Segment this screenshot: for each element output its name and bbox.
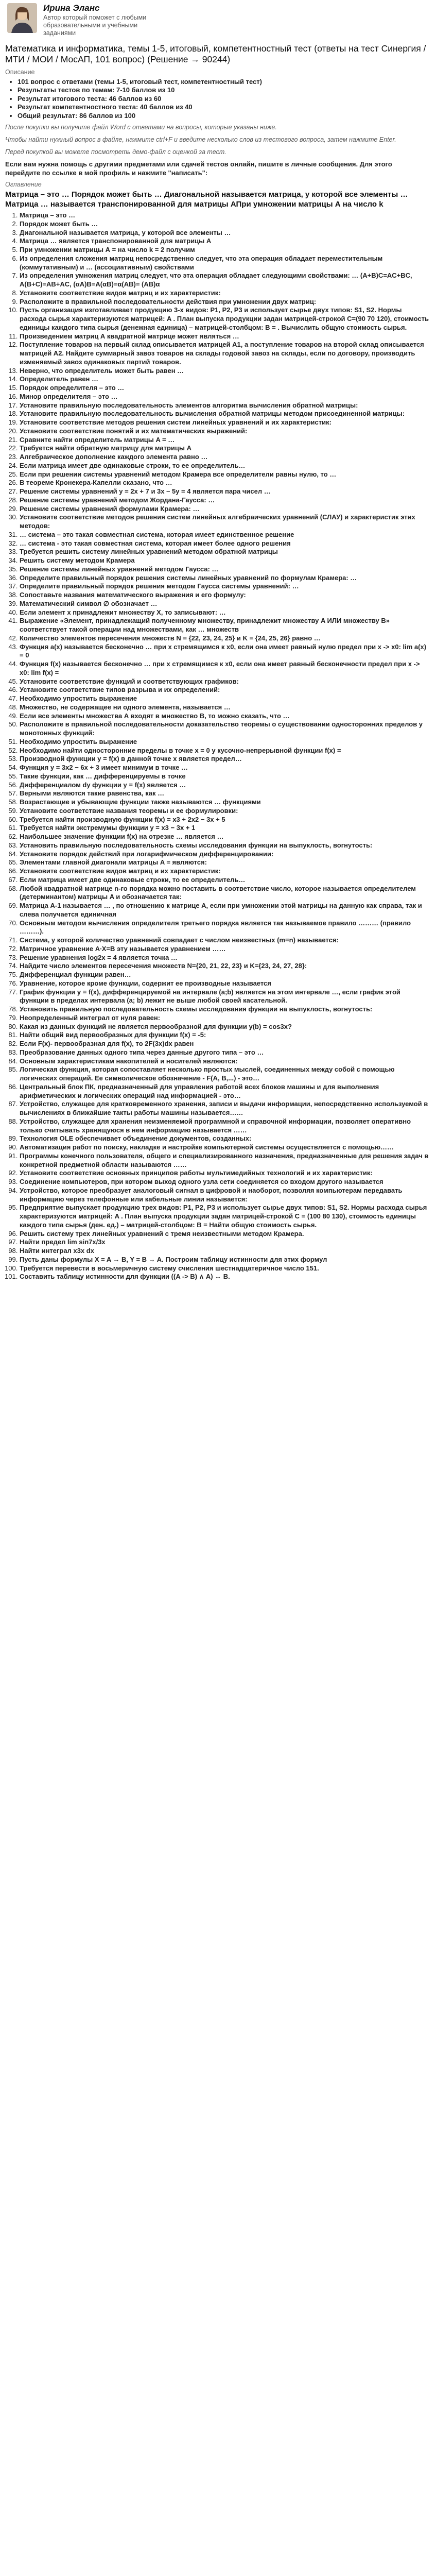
question-item: 19. Установите соответствие методов решения систем линейных уравнений и их характеристик:	[20, 418, 429, 427]
question-item: 62. Наибольшее значение функции f(x) на отрезке … является …	[20, 833, 429, 841]
question-item: 34. Решить систему методом Крамера	[20, 556, 429, 565]
question-item: 76. Уравнение, которое кроме функции, содержит ее производные называется	[20, 979, 429, 988]
question-item: 77. График функции y = f(x), дифференцируемой на интервале (a;b) является на этом интервале …, если график этой функции в пределах интервала (a; b) лежит не выше любой своей касательной.	[20, 988, 429, 1006]
question-item: 9. Расположите в правильной последовательности действия при умножении двух матриц:	[20, 298, 429, 307]
question-item: 94. Устройство, которое преобразует аналоговый сигнал в цифровой и наоборот, позволяя компьютерам передавать информацию через телефонные или кабельные линии называется:	[20, 1187, 429, 1204]
question-item: 4. Матрица … является транспонированной для матрицы А	[20, 237, 429, 246]
question-item: 40. Если элемент x принадлежит множеству X, то записывают: …	[20, 608, 429, 617]
question-item: 57. Верными являются такие равенства, как …	[20, 789, 429, 798]
question-item: 36. Определите правильный порядок решения системы линейных уравнений по формулам Крамера: …	[20, 574, 429, 583]
avatar-photo-icon	[7, 3, 37, 33]
summary-item: • 101 вопрос с ответами (темы 1-5, итоговый тест, компетентностный тест)	[18, 78, 429, 87]
question-item: 80. Какая из данных функций не является первообразной для функции y(b) = cos3x?	[20, 1023, 429, 1031]
question-item: 43. Функция a(x) называется бесконечно … при x стремящимся к x0, если она имеет равный нулю предел при x -> x0: lim a(x) = 0	[20, 643, 429, 660]
question-item: 26. В теореме Кронекера-Капелли сказано, что …	[20, 479, 429, 487]
question-item: 15. Порядок определителя – это …	[20, 384, 429, 393]
question-item: 31. … система – это такая совместная система, которая имеет единственное решение	[20, 531, 429, 539]
question-item: 12. Поступление товаров на первый склад описывается матрицей A1, а поступление товаров на второй склад описывается матрицей A2. Найдите суммарный завоз товаров на склады годовой завоз на склады, если по договору, производить изменяемый завоз одинаковых партий товаров.	[20, 341, 429, 366]
page-title: Математика и информатика, темы 1-5, итоговый, компетентностный тест (ответы на тест Синергия / МТИ / МОИ / МосАП, 101 вопрос) (Решение → 90244)	[5, 43, 426, 64]
question-item: 32. … система - это такая совместная система, которая имеет более одного решения	[20, 539, 429, 548]
question-item: 54. Функция y = 3x2 − 6x + 3 имеет минимум в точке …	[20, 764, 429, 772]
question-item: 24. Если матрица имеет две одинаковые строки, то ее определитель…	[20, 462, 429, 470]
summary-item: • Результаты тестов по темам: 7-10 баллов из 10	[18, 86, 429, 95]
toc-label: Оглавление	[5, 181, 42, 189]
question-item: 75. Дифференциал функции равен…	[20, 971, 429, 979]
question-item: 10. Пусть организация изготавливает продукцию 3-х видов: P1, P2, P3 и использует сырье двух типов: S1, S2. Нормы расхода сырья характеризуются матрицей: A . План выпуска продукции задан матрицей-строкой C=(90 70 120), стоимость единицы каждого типа сырья (денежная единица) – матрицей-столбцом: B = . Вычислить общую стоимость сырья.	[20, 306, 429, 332]
question-item: 59. Установите соответствие названия теоремы и ее формулировки:	[20, 807, 429, 816]
author-name[interactable]: Ирина Эланс	[43, 3, 100, 13]
question-item: 45. Установите соответствие функций и соответствующих графиков:	[20, 677, 429, 686]
question-item: 20. Установите соответствие понятий и их математических выражений:	[20, 427, 429, 436]
question-item: 38. Сопоставьте названия математического выражения и его формулу:	[20, 591, 429, 600]
question-item: 29. Решение системы уравнений формулами Крамера: …	[20, 505, 429, 514]
question-item: 7. Из определения умножения матриц следует, что эта операция обладает следующими свойствами: … (A+B)C=AC+BC, A(B+C)=AB+AC, (αA)B=A(αB)=α(AB)= (AB)α	[20, 272, 429, 289]
question-item: 93. Соединение компьютеров, при котором выход одного узла сети соединяется со входом другого называется	[20, 1178, 429, 1187]
question-item: 85. Логическая функция, которая сопоставляет несколько простых мыслей, соединенных между собой с помощью логических операций. Ее символическое обозначение - F(A, B,...) - это…	[20, 1065, 429, 1083]
question-item: 48. Множество, не содержащее ни одного элемента, называется …	[20, 703, 429, 712]
question-item: 95. Предприятие выпускает продукцию трех видов: P1, P2, P3 и использует сырье двух типов: S1, S2. Нормы расхода сырья характеризуются матрицей: A . План выпуска продукции задан матрицей-строкой C = (100 80 130), стоимость единицы каждого типа сырья (ден. ед.) – матрицей-столбцом: B = Найти общую стоимость сырья.	[20, 1204, 429, 1229]
question-item: 42. Количество элементов пересечения множеств N = {22, 23, 24, 25} и K = {24, 25, 26} равно …	[20, 634, 429, 643]
find-question-note: Чтобы найти нужный вопрос в файле, нажмите ctrl+F и введите несколько слов из тестового вопроса, затем нажмите Enter.	[5, 136, 396, 144]
demo-note: Перед покупкой вы можете посмотреть демо-файл с оценкой за тест.	[5, 148, 226, 156]
question-item: 51. Необходимо упростить выражение	[20, 738, 429, 747]
question-item: 63. Установить правильную последовательность схемы исследования функции на выпуклость, вогнутость:	[20, 841, 429, 850]
question-item: 50. Расположите в правильной последовательности доказательство теоремы о существовании односторонних пределов у монотонных функций:	[20, 720, 429, 738]
question-item: 66. Установите соответствие видов матриц и их характеристик:	[20, 867, 429, 876]
question-item: 91. Программы конечного пользователя, общего и специализированного назначения, предназначенные для решения задач в конкретной предметной области называются ……	[20, 1152, 429, 1170]
question-item: 92. Установите соответствие основных принципов работы мультимедийных технологий и их характеристик:	[20, 1169, 429, 1178]
question-item: 84. Основным характеристикам накопителей и носителей являются:	[20, 1057, 429, 1066]
question-item: 58. Возрастающие и убывающие функции также называются … функциями	[20, 798, 429, 807]
question-item: 35. Решение системы линейных уравнений методом Гаусса: …	[20, 565, 429, 574]
help-note: Если вам нужна помощь с другими предметами или сдачей тестов онлайн, пишите в личные сообщения. Для этого перейдите по ссылке в мой профиль и нажмите "написать":	[5, 160, 392, 177]
question-item: 39. Математический символ ∅ обозначает …	[20, 600, 429, 608]
question-item: 28. Решение системы уравнений методом Жордана-Гаусса: …	[20, 496, 429, 505]
question-item: 37. Определите правильный порядок решения методом Гаусса системы уравнений: …	[20, 582, 429, 591]
question-item: 83. Преобразование данных одного типа через данные другого типа – это …	[20, 1048, 429, 1057]
question-item: 86. Центральный блок ПК, предназначенный для управления работой всех блоков машины и для выполнения арифметических и логических операций над информацией - это…	[20, 1083, 429, 1100]
question-item: 2. Порядок может быть …	[20, 220, 429, 229]
question-item: 30. Установите соответствие методов решения систем линейных алгебраических уравнений (СЛАУ) и характеристик этих методов:	[20, 513, 429, 531]
question-item: 52. Необходимо найти односторонние пределы в точке x = 0 у кусочно-непрерывной функции f(x) =	[20, 747, 429, 755]
question-item: 65. Элементами главной диагонали матрицы A = являются:	[20, 858, 429, 867]
question-list	[4, 211, 429, 1281]
question-item: 73. Решение уравнения log2x = 4 является точка …	[20, 954, 429, 962]
question-item: 74. Найдите число элементов пересечения множеств N={20, 21, 22, 23} и K={23, 24, 27, 28}:	[20, 962, 429, 971]
summary-list	[4, 78, 429, 121]
question-item: 96. Решить систему трех линейных уравнений с тремя неизвестными методом Крамера.	[20, 1230, 429, 1239]
question-item: 97. Найти предел lim sin7x/3x	[20, 1238, 429, 1247]
question-item: 49. Если все элементы множества A входят в множество B, то можно сказать, что …	[20, 712, 429, 721]
question-item: 33. Требуется решить систему линейных уравнений методом обратной матрицы	[20, 548, 429, 556]
summary-item: • Результат итогового теста: 46 баллов из 60	[18, 95, 429, 104]
question-item: 8. Установите соответствие видов матриц и их характеристик:	[20, 289, 429, 298]
question-item: 68. Любой квадратной матрице n-го порядка можно поставить в соответствие число, которое называется определителем (детерминантом) матрицы A и обозначается так:	[20, 885, 429, 902]
question-item: 71. Система, у которой количество уравнений совпадает с числом неизвестных (m=n) называется:	[20, 936, 429, 945]
question-item: 70. Основным методом вычисления определителя третьего порядка является так называемое правило ……… (правило ………).	[20, 919, 429, 937]
question-item: 1. Матрица – это …	[20, 211, 429, 220]
question-item: 25. Если при решении системы уравнений методом Крамера все определители равны нулю, то …	[20, 470, 429, 479]
question-item: 23. Алгебраическое дополнение каждого элемента равно …	[20, 453, 429, 462]
question-item: 55. Такие функции, как … дифференцируемы в точке	[20, 772, 429, 781]
question-item: 41. Выражение «Элемент, принадлежащий полученному множеству, принадлежит множеству A ИЛИ множеству B» соответствует такой операции над множествами, как … множеств	[20, 617, 429, 634]
question-item: 100. Требуется перевести в восьмеричную систему счисления шестнадцатеричное число 151.	[20, 1264, 429, 1273]
question-item: 14. Определитель равен …	[20, 375, 429, 384]
question-item: 16. Минор определителя – это …	[20, 393, 429, 401]
question-item: 56. Дифференциалом dy функции y = f(x) является …	[20, 781, 429, 790]
question-item: 67. Если матрица имеет две одинаковые строки, то ее определитель…	[20, 876, 429, 885]
question-item: 60. Требуется найти производную функции f(x) = x3 + 2x2 − 3x + 5	[20, 816, 429, 824]
toc-title: Матрица – это … Порядок может быть … Диагональной называется матрица, у которой все элементы … Матрица … называется транспонированной для матрицы АПри умножении матрицы А на число k	[5, 190, 408, 209]
author-card	[4, 0, 429, 39]
question-item: 89. Технология OLE обеспечивает объединение документов, созданных:	[20, 1134, 429, 1143]
question-item: 17. Установите правильную последовательность элементов алгоритма вычисления обратной матрицы:	[20, 401, 429, 410]
question-item: 72. Матричное уравнение A∙X=B эту называется уравнением ……	[20, 945, 429, 954]
author-description: Автор который поможет с любыми образовательными и учебными заданиями	[43, 13, 147, 37]
question-item: 64. Установите порядок действий при логарифмическом дифференцировании:	[20, 850, 429, 859]
question-item: 6. Из определения сложения матриц непосредственно следует, что эта операция обладает переместительным (коммутативным) и … (ассоциативным) свойствами	[20, 255, 429, 272]
question-item: 87. Устройство, служащее для кратковременного хранения, записи и выдачи информации, непосредственно используемой в вычислениях в ближайшие такты работы машины называется……	[20, 1100, 429, 1117]
question-item: 11. Произведением матриц А квадратной матрице может являться …	[20, 332, 429, 341]
question-item: 27. Решение системы уравнений y = 2x + 7 и 3x – 5y = 4 является пара чисел …	[20, 487, 429, 496]
avatar[interactable]	[7, 3, 37, 33]
question-item: 88. Устройство, служащее для хранения неизменяемой программной и справочной информации, позволяет оперативно только считывать хранящуюся в нем информацию называется ……	[20, 1117, 429, 1135]
question-item: 90. Автоматизация работ по поиску, накладке и настройке компьютерной системы осуществляется с помощью……	[20, 1143, 429, 1152]
question-item: 46. Установите соответствие типов разрыва и их определений:	[20, 686, 429, 694]
question-item: 53. Производной функции y = f(x) в данной точке x является предел…	[20, 755, 429, 764]
question-item: 61. Требуется найти экстремумы функции y = x3 − 3x + 1	[20, 824, 429, 833]
question-item: 18. Установите правильную последовательность вычисления обратной матрицы методом присоединенной матрицы:	[20, 410, 429, 418]
question-item: 21. Сравните найти определитель матрицы A = …	[20, 436, 429, 445]
summary-item: • Общий результат: 86 баллов из 100	[18, 112, 429, 121]
question-item: 82. Если F(x)- первообразная для f(x), то 2F(3x)dx равен	[20, 1040, 429, 1048]
summary-item: • Результат компетентностного теста: 40 баллов из 40	[18, 103, 429, 112]
question-item: 81. Найти общий вид первообразных для функции f(x) = -5:	[20, 1031, 429, 1040]
question-item: 98. Найти интеграл x3x dx	[20, 1247, 429, 1256]
question-item: 13. Неверно, что определитель может быть равен …	[20, 367, 429, 376]
description-label: Описание	[5, 68, 35, 76]
question-item: 99. Пусть даны формулы X = A → B, Y = B → A. Построим таблицу истинности для этих формул	[20, 1256, 429, 1264]
question-item: 101. Составить таблицу истинности для функции ((A -> B) ∧ A) ↔ B.	[20, 1273, 429, 1281]
question-item: 5. При умножении матрицы А = на число k = 2 получим	[20, 246, 429, 255]
question-item: 47. Необходимо упростить выражение	[20, 694, 429, 703]
question-item: 3. Диагональной называется матрица, у которой все элементы …	[20, 229, 429, 238]
after-purchase-note: После покупки вы получите файл Word с ответами на вопросы, которые указаны ниже.	[5, 124, 277, 131]
question-item: 44. Функция f(x) называется бесконечно … при x стремящимся к x0, если она имеет равный бесконечности предел при x -> x0: lim f(x) =	[20, 660, 429, 677]
question-item: 69. Матрица A-1 называется … , по отношению к матрице A, если при умножении этой матрицы на данную как справа, так и слева получается единичная	[20, 902, 429, 919]
question-item: 79. Неопределенный интеграл от нуля равен:	[20, 1014, 429, 1023]
question-item: 22. Требуется найти обратную матрицу для матрицы А	[20, 444, 429, 453]
question-item: 78. Установить правильную последовательность схемы исследования функции на выпуклость, вогнутость:	[20, 1005, 429, 1014]
